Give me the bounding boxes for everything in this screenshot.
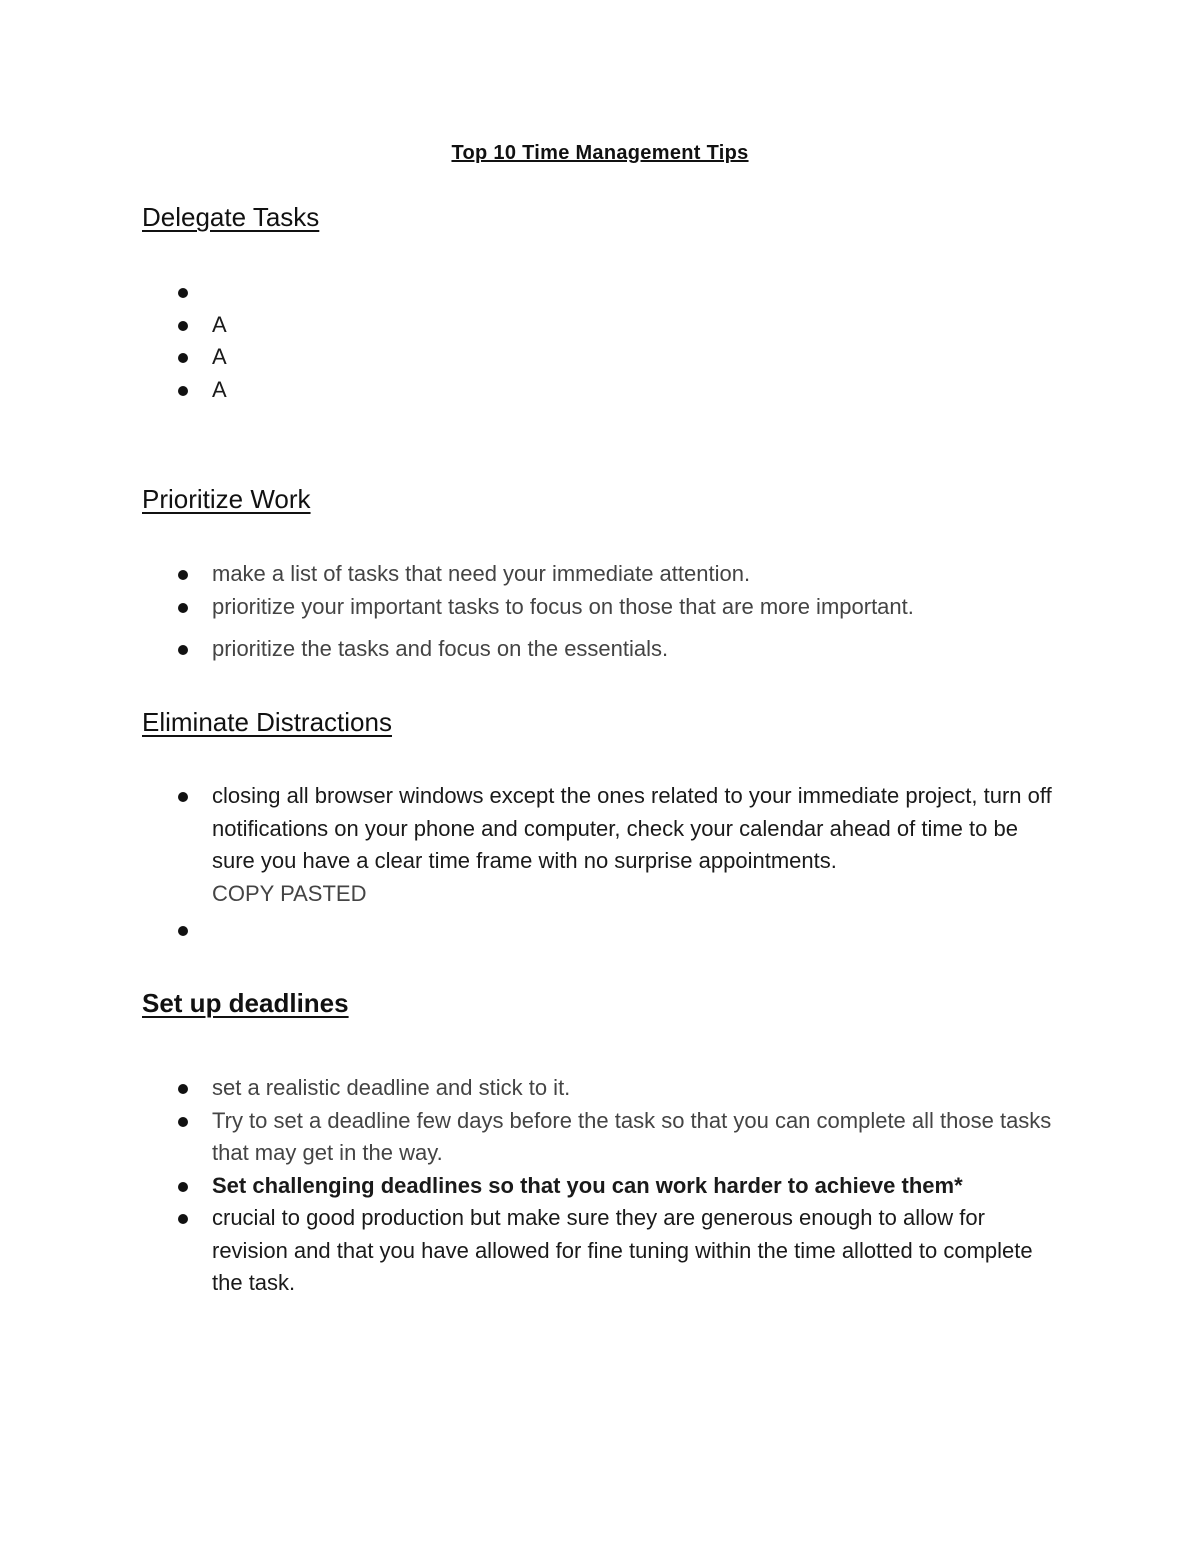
list-item bbox=[142, 309, 1062, 342]
list-item-text: A bbox=[212, 311, 227, 337]
list-item-text: prioritize your important tasks to focus on those that are more important. bbox=[212, 593, 914, 619]
list-item-text: crucial to good production but make sure they are generous enough to allow for revision and that you have allowed for fine tuning within the time allotted to complete the task. bbox=[212, 1205, 1033, 1295]
list-item bbox=[142, 1202, 1062, 1300]
list-item bbox=[142, 591, 1062, 624]
list-item bbox=[142, 1072, 1062, 1105]
set-up-deadlines-list bbox=[142, 1072, 1062, 1300]
copy-pasted-note: COPY PASTED bbox=[212, 880, 367, 906]
bullet-icon bbox=[178, 1117, 188, 1127]
document-title: Top 10 Time Management Tips bbox=[451, 142, 749, 164]
bullet-icon bbox=[178, 1084, 188, 1094]
list-item bbox=[142, 276, 1062, 309]
list-item bbox=[142, 633, 1062, 666]
list-item bbox=[142, 914, 1062, 947]
list-item-text: Try to set a deadline few days before the task so that you can complete all those tasks that may get in the way. bbox=[212, 1107, 1052, 1165]
list-item-text: make a list of tasks that need your immediate attention. bbox=[212, 561, 751, 586]
list-item-text: closing all browser windows except the ones related to your immediate project, turn off notifications on your phone and computer, check your calendar ahead of time to be sure you have a clear time frame with no surprise appointments. bbox=[212, 783, 1052, 873]
bullet-icon bbox=[178, 792, 188, 802]
bullet-icon bbox=[178, 321, 188, 331]
eliminate-distractions-list bbox=[142, 780, 1062, 947]
list-item bbox=[142, 1170, 1062, 1203]
section-heading-delegate-tasks: Delegate Tasks bbox=[142, 202, 320, 232]
section-heading-prioritize-work: Prioritize Work bbox=[142, 484, 311, 514]
list-item-text: prioritize the tasks and focus on the essentials. bbox=[212, 636, 669, 661]
list-item bbox=[142, 1105, 1062, 1170]
bullet-icon bbox=[178, 288, 188, 298]
list-item-text: set a realistic deadline and stick to it. bbox=[212, 1075, 571, 1100]
bullet-icon bbox=[178, 1214, 188, 1224]
list-item bbox=[142, 374, 1062, 407]
list-item-text: A bbox=[212, 376, 227, 402]
bullet-icon bbox=[178, 570, 188, 580]
bullet-icon bbox=[178, 1182, 188, 1192]
bullet-icon bbox=[178, 645, 188, 655]
delegate-tasks-list bbox=[142, 276, 1062, 406]
bullet-icon bbox=[178, 386, 188, 396]
list-item bbox=[142, 780, 1062, 910]
list-item bbox=[142, 341, 1062, 374]
list-item-text: A bbox=[212, 344, 227, 369]
section-heading-set-up-deadlines: Set up deadlines bbox=[142, 988, 349, 1018]
section-heading-eliminate-distractions: Eliminate Distractions bbox=[142, 707, 392, 737]
prioritize-work-list bbox=[142, 558, 1062, 666]
bullet-icon bbox=[178, 353, 188, 363]
bullet-icon bbox=[178, 926, 188, 936]
bullet-icon bbox=[178, 603, 188, 613]
list-item-text: Set challenging deadlines so that you can work harder to achieve them* bbox=[212, 1172, 963, 1198]
list-item bbox=[142, 558, 1062, 591]
